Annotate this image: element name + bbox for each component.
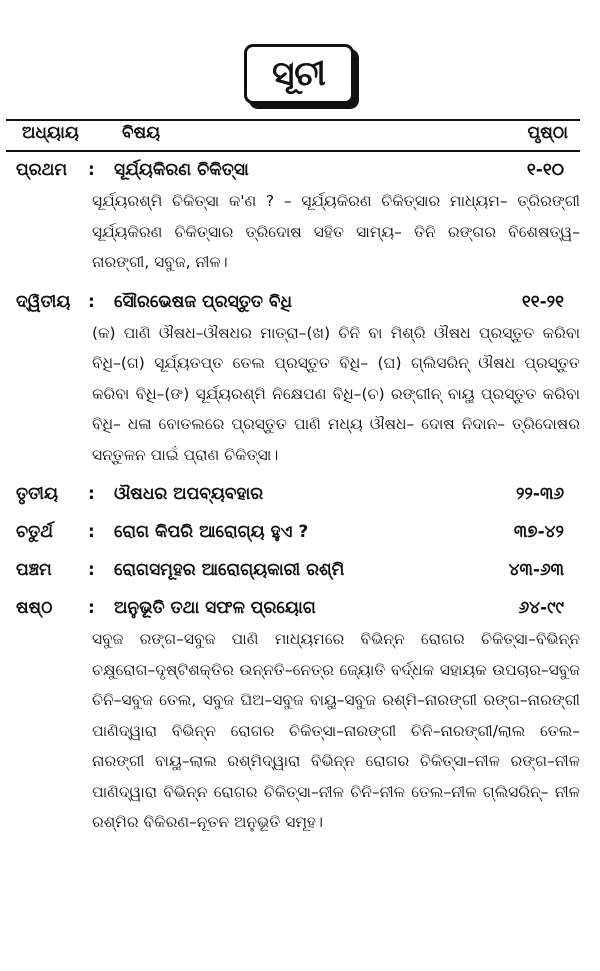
chapter-title: ସୌରଭେଷଜ ପ୍ରସ୍ତୁତ ବିଧି (114, 291, 292, 312)
page-title: ସୂଚୀ (244, 44, 354, 104)
chapter-label: ତୃତୀୟ (16, 484, 58, 504)
chapter-colon: : (88, 291, 95, 312)
chapter-entry (0, 594, 600, 838)
chapter-title: ସୂର୍ଯ୍ୟକିରଣ ଚିକିତ୍ସା (114, 160, 249, 180)
chapter-colon: : (88, 160, 95, 180)
chapter-entry (0, 156, 600, 278)
chapter-colon: : (88, 560, 95, 580)
chapter-pages: ୨୨-୩୬ (515, 484, 564, 504)
chapter-colon: : (88, 522, 95, 542)
header-chapter: ଅଧ୍ୟାୟ (22, 123, 79, 143)
chapter-title: ରୋଗସମୂହର ଆରୋଗ୍ୟକାରୀ ରଶ୍ମି (114, 560, 345, 580)
chapter-pages: ୬୪-୯୯ (518, 598, 564, 618)
chapter-label: ପଞ୍ଚମ (16, 560, 52, 580)
chapter-label: ପ୍ରଥମ (16, 160, 68, 180)
chapter-entry (0, 518, 600, 546)
chapter-label: ଷଷ୍ଠ (16, 598, 53, 618)
chapter-title: ଅନୁଭୂତି ତଥା ସଫଳ ପ୍ରୟୋଗ (114, 598, 316, 618)
chapter-label: ଦ୍ୱିତୀୟ (16, 291, 71, 312)
chapter-entry (0, 556, 600, 584)
chapter-description: ସୂର୍ଯ୍ୟରଶ୍ମି ଚିକିତ୍ସା କ'ଣ ? – ସୂର୍ଯ୍ୟକିରଣ ଚିକିତ୍ସାର ମାଧ୍ୟମ– ତ୍ରିରଙ୍ଗୀ ସୂର୍ଯ୍ୟକିରଣ ଚିକିତ୍ସାର ତ୍ରିଦୋଷ ସହିତ ସାମ୍ୟ– ତିନି ରଙ୍ଗର ବିଶେଷତ୍ୱ–ନାରଙ୍ଗୀ, ସବୁଜ, ନୀଳ। (92, 192, 580, 271)
chapter-entry (0, 480, 600, 508)
chapter-pages: ୧-୧୦ (526, 160, 564, 180)
chapter-pages: ୧୧-୨୧ (521, 291, 564, 312)
chapter-pages: ୩୭-୪୨ (513, 522, 564, 542)
chapter-title: ରୋଗ କିପରି ଆରୋଗ୍ୟ ହୁଏ ? (114, 522, 309, 542)
header-subject: ବିଷୟ (122, 123, 161, 143)
chapter-title: ଔଷଧର ଅପବ୍ୟବହାର (114, 484, 264, 504)
chapter-colon: : (88, 484, 95, 504)
chapter-description: (କ) ପାଣି ଔଷଧ–ଔଷଧର ମାତ୍ରା–(ଖ) ଚିନି ବା ମିଶ୍ରି ଔଷଧ ପ୍ରସ୍ତୁତ କରିବା ବିଧି–(ଗ) ସୂର୍ଯ୍ୟତପ୍ତ ତେଲ ପ୍ରସ୍ତୁତ ବିଧି– (ଘ) ଗ୍ଲିସରିନ୍ ଔଷଧ ପ୍ରସ୍ତୁତ କରିବା ବିଧି–(ଙ) ସୂର୍ଯ୍ୟରଶ୍ମି ନିକ୍ଷେପଣ ବିଧି–(ଚ) ରଙ୍ଗୀନ୍ ବାୟୁ ପ୍ରସ୍ତୁତ କରିବା ବିଧି– ଧଳା ବୋତଲରେ ପ୍ରସ୍ତୁତ ପାଣି ମଧ୍ୟ ଔଷଧ– ଦୋଷ ନିଦାନ– ତ୍ରିଦୋଷର ସନ୍ତୁଳନ ପାଇଁ ପ୍ରାଣ ଚିକିତ୍ସା। (92, 323, 580, 464)
chapter-pages: ୪୩-୬୩ (508, 560, 564, 580)
chapter-label: ଚତୁର୍ଥ (16, 522, 53, 542)
header-page: ପୃଷ୍ଠା (527, 123, 568, 143)
chapter-list (0, 156, 600, 848)
chapter-colon: : (88, 598, 95, 618)
header-top-rule (6, 119, 580, 121)
header-bottom-rule (6, 150, 580, 152)
chapter-description: ସବୁଜ ରଙ୍ଗ–ସବୁଜ ପାଣି ମାଧ୍ୟମରେ ବିଭିନ୍ନ ରୋଗର ଚିକିତ୍ସା–ବିଭିନ୍ନ ଚକ୍ଷୁରୋଗ–ଦୃଷ୍ଟିଶକ୍ତିର ଉନ୍ନତି–ନେତ୍ର ଜ୍ୟୋତି ବର୍ଦ୍ଧକ ସହାୟକ ଉପଚାର–ସବୁଜ ଚିନି–ସବୁଜ ତେଲ, ସବୁଜ ଘିଅ–ସବୁଜ ବାୟୁ–ସବୁଜ ରଶ୍ମି–ନାରଙ୍ଗୀ ରଙ୍ଗ–ନାରଙ୍ଗୀ ପାଣିଦ୍ୱାରା ବିଭିନ୍ନ ରୋଗର ଚିକିତ୍ସା–ନାରଙ୍ଗୀ ଚିନି–ନାରଙ୍ଗୀ/ଲାଲ ତେଲ–ନାରଙ୍ଗୀ ବାୟୁ–ଲାଲ ରଶ୍ମିଦ୍ୱାରା ବିଭିନ୍ନ ରୋଗର ଚିକିତ୍ସା–ନୀଳ ରଙ୍ଗ–ନୀଳ ପାଣିଦ୍ୱାରା ବିଭିନ୍ନ ରୋଗର ଚିକିତ୍ସା–ନୀଳ ଚିନି–ନୀଳ ତେଲ–ନୀଳ ଗ୍ଲିସରିନ୍– ନୀଳ ରଶ୍ମିର ବିକିରଣ–ନୂତନ ଅନୁଭୂତି ସମୂହ। (92, 630, 580, 831)
chapter-entry (0, 288, 600, 471)
